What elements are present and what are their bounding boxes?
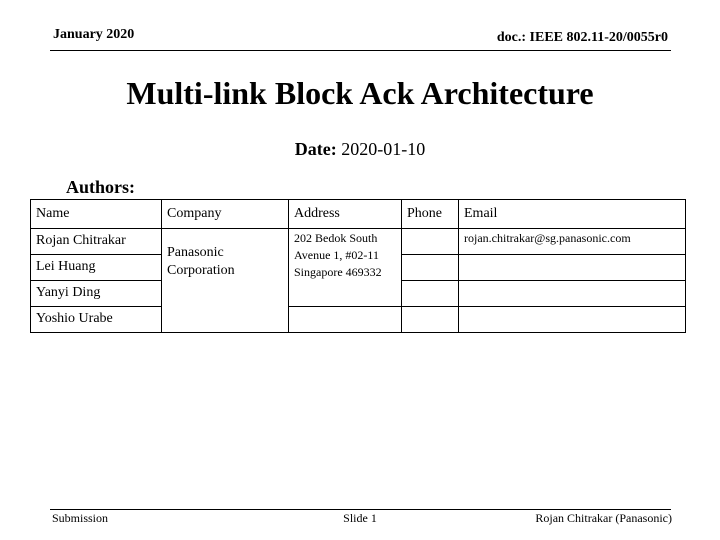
date-line	[0, 138, 720, 160]
header-phone: Phone	[402, 200, 459, 229]
author-name: Rojan Chitrakar	[31, 229, 162, 255]
email-cell: rojan.chitrakar@sg.panasonic.com	[459, 229, 686, 255]
footer-slide-number: Slide 1	[343, 511, 377, 525]
address-text: 202 Bedok South Avenue 1, #02-11 Singapore 469332	[294, 231, 382, 279]
company-cell	[162, 229, 289, 333]
address-cell	[289, 307, 402, 333]
phone-cell	[402, 281, 459, 307]
author-name: Lei Huang	[31, 255, 162, 281]
email-cell	[459, 307, 686, 333]
email-cell	[459, 281, 686, 307]
header-doc-id: doc.: IEEE 802.11-20/0055r0	[496, 30, 668, 45]
header-divider	[50, 50, 671, 51]
phone-cell	[402, 307, 459, 333]
footer-author: Rojan Chitrakar (Panasonic)	[535, 511, 672, 525]
company-name: Panasonic Corporation	[167, 245, 235, 278]
header-email: Email	[459, 200, 686, 229]
header-company: Company	[162, 200, 289, 229]
header-date: January 2020	[53, 27, 135, 42]
footer-submission: Submission	[52, 511, 109, 525]
table-row	[31, 307, 686, 333]
phone-cell	[402, 255, 459, 281]
authors-label: Authors:	[66, 177, 136, 197]
author-name: Yanyi Ding	[31, 281, 162, 307]
table-row	[31, 229, 686, 255]
table-header-row	[31, 200, 686, 229]
date-value: 2020-01-10	[341, 139, 426, 159]
authors-table	[30, 199, 686, 333]
date-label: Date:	[294, 139, 337, 159]
footer-divider	[50, 509, 671, 510]
phone-cell	[402, 229, 459, 255]
header-address: Address	[289, 200, 402, 229]
slide-title: Multi-link Block Ack Architecture	[126, 75, 594, 111]
author-name: Yoshio Urabe	[31, 307, 162, 333]
address-cell	[289, 229, 402, 307]
header-name: Name	[31, 200, 162, 229]
email-cell	[459, 255, 686, 281]
